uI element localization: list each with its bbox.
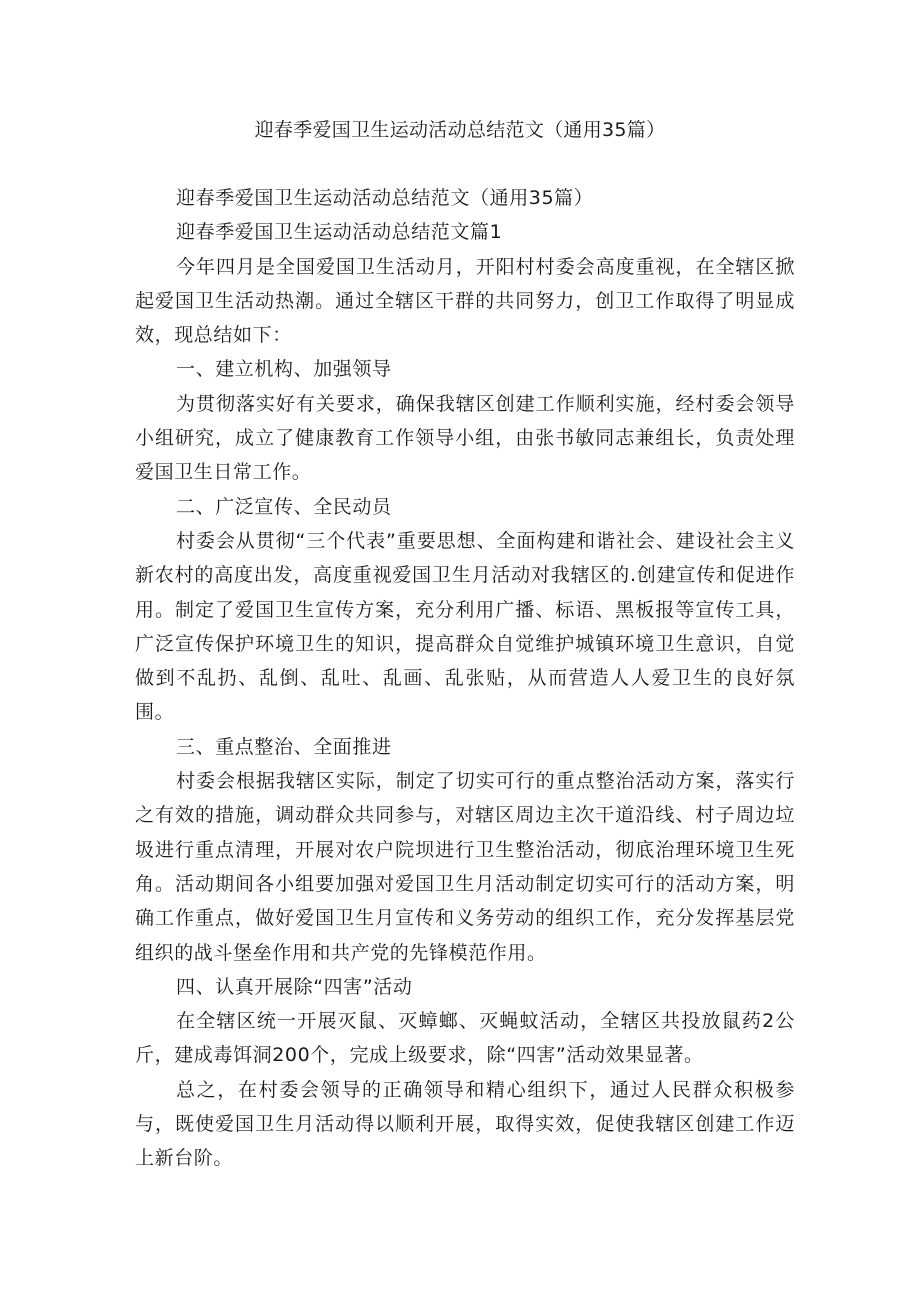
section-1-paragraph: 为贯彻落实好有关要求，确保我辖区创建工作顺利实施，经村委会领导小组研究，成立了健康教育工作领导小组，由张书敏同志兼组长，负责处理爱国卫生日常工作。 [135,392,795,484]
conclusion-paragraph: 总之，在村委会领导的正确领导和精心组织下，通过人民群众积极参与，既使爱国卫生月活动得以顺利开展，取得实效，促使我辖区创建工作迈上新台阶。 [135,1078,795,1170]
section-heading-1: 一、建立机构、加强领导 [176,358,392,381]
subtitle-paragraph: 迎春季爱国卫生运动活动总结范文（通用35篇） [176,187,594,209]
section-heading-2: 二、广泛宣传、全民动员 [176,495,392,518]
section-2-paragraph: 村委会从贯彻“三个代表”重要思想、全面构建和谐社会、建设社会主义新农村的高度出发，高度重视爱国卫生月活动对我辖区的.创建宣传和促进作用。制定了爱国卫生宣传方案，充分利用广播、标语、黑板报等宣传工具，广泛宣传保护环境卫生的知识，提高群众自觉维护城镇环境卫生意识，自觉做到不乱扔、乱倒、乱吐、乱画、乱张贴，从而营造人人爱卫生的良好氛围。 [135,529,795,724]
section-heading-3: 三、重点整治、全面推进 [176,735,392,758]
section-3-paragraph: 村委会根据我辖区实际，制定了切实可行的重点整治活动方案，落实行之有效的措施，调动群众共同参与，对辖区周边主次干道沿线、村子周边垃圾进行重点清理，开展对农户院坝进行卫生整治活动，彻底治理环境卫生死角。活动期间各小组要加强对爱国卫生月活动制定切实可行的活动方案，明确工作重点，做好爱国卫生月宣传和义务劳动的组织工作，充分发挥基层党组织的战斗堡垒作用和共产党的先锋模范作用。 [135,770,795,964]
intro-paragraph: 今年四月是全国爱国卫生活动月，开阳村村委会高度重视，在全辖区掀起爱国卫生活动热潮。通过全辖区干群的共同努力，创卫工作取得了明显成效，现总结如下： [135,255,795,347]
section-heading-4: 四、认真开展除“四害”活动 [176,975,413,998]
document-body [135,181,795,1176]
section-heading-article-1: 迎春季爱国卫生运动活动总结范文篇1 [176,221,503,244]
document-title: 迎春季爱国卫生运动活动总结范文（通用35篇） [254,119,666,141]
section-4-paragraph: 在全辖区统一开展灭鼠、灭蟑螂、灭蝇蚊活动，全辖区共投放鼠药2公斤，建成毒饵洞200个，完成上级要求，除“四害”活动效果显著。 [135,1010,795,1067]
